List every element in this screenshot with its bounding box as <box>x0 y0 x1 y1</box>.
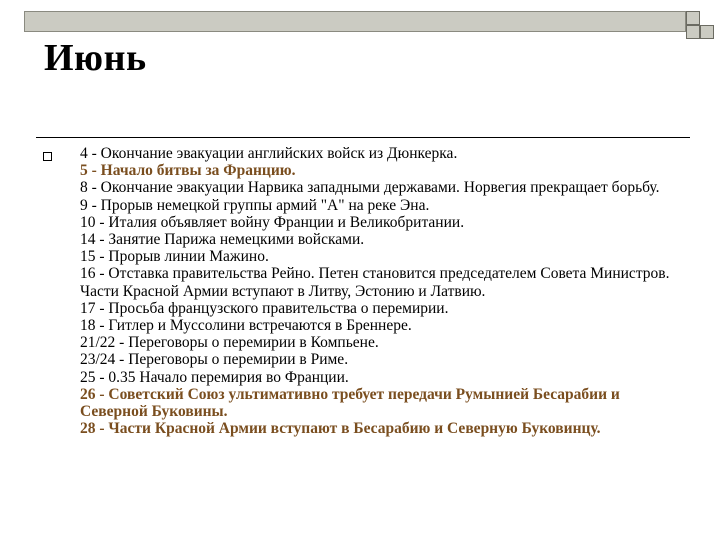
event-line: 26 - Советский Союз ультимативно требует передачи Румынией Бесарабии и Северной Буковины. <box>80 385 620 421</box>
event-line: 5 - Начало битвы за Францию. <box>80 162 296 180</box>
event-line: 25 - 0.35 Начало перемирия во Франции. <box>80 368 349 386</box>
event-line: 15 - Прорыв линии Мажино. <box>80 248 269 266</box>
decor-square <box>686 25 700 39</box>
event-line: 10 - Италия объявляет войну Франции и Великобритании. <box>80 213 465 231</box>
event-line: 21/22 - Переговоры о перемирии в Компьене. <box>80 334 379 352</box>
event-line: 16 - Отставка правительства Рейно. Петен становится председателем Совета Министров. Части Красной Армии вступают в Литву, Эстонию и Латвию. <box>80 265 670 300</box>
event-line: 18 - Гитлер и Муссолини встречаются в Бреннере. <box>80 317 412 335</box>
top-decor-bar <box>24 11 686 32</box>
event-line: 8 - Окончание эвакуации Нарвика западными державами. Норвегия прекращает борьбу. <box>80 179 660 197</box>
event-line: 28 - Части Красной Армии вступают в Бесарабию и Северную Буковинцу. <box>80 420 601 438</box>
decor-square <box>686 11 700 25</box>
title-divider <box>36 137 690 138</box>
event-line: 14 - Занятие Парижа немецкими войсками. <box>80 231 365 249</box>
event-line: 23/24 - Переговоры о перемирии в Риме. <box>80 351 349 369</box>
event-line: 9 - Прорыв немецкой группы армий "А" на реке Эна. <box>80 196 430 214</box>
event-list <box>80 145 690 437</box>
event-line: 17 - Просьба французского правительства о перемирии. <box>80 299 449 317</box>
bullet-square-icon <box>43 152 52 161</box>
slide-title: Июнь <box>44 37 147 79</box>
decor-square <box>700 25 714 39</box>
event-line: 4 - Окончание эвакуации английских войск из Дюнкерка. <box>80 145 458 162</box>
